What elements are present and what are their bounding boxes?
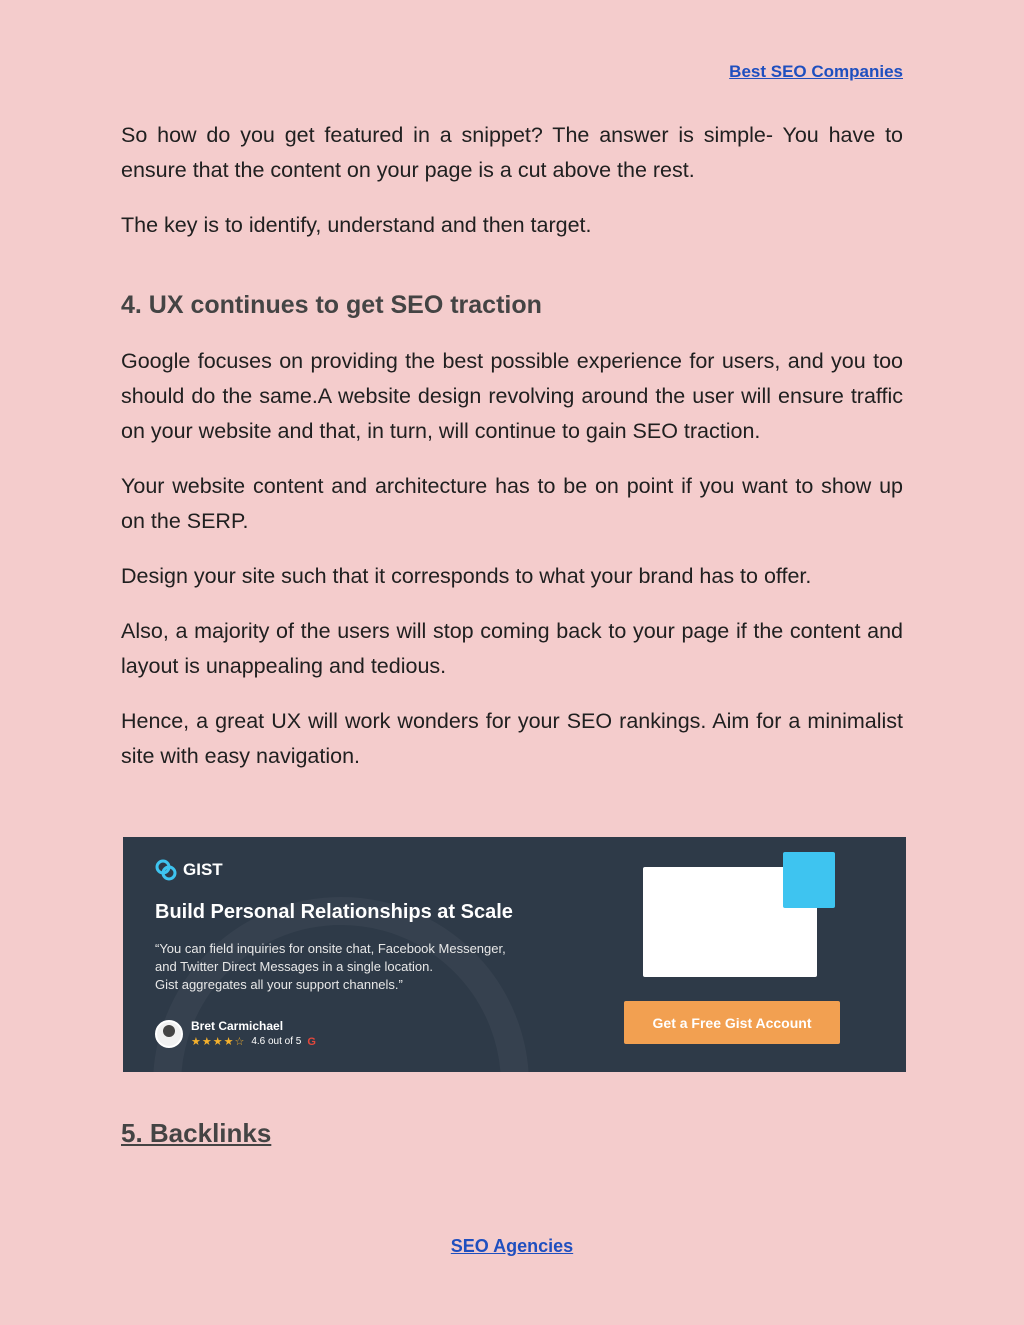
- section-heading-backlinks: 5. Backlinks: [121, 1118, 272, 1148]
- section-heading-ux: 4. UX continues to get SEO traction: [121, 291, 542, 319]
- paragraph-hence: Hence, a great UX will work wonders for your SEO rankings. Aim for a minimalist site with easy navigation.: [121, 709, 903, 768]
- gist-logo-icon: [155, 859, 177, 881]
- paragraph-snippet: So how do you get featured in a snippet? The answer is simple- You have to ensure that the content on your page is a cut above the rest.: [121, 123, 903, 182]
- rating-row: [191, 1035, 316, 1048]
- avatar: [155, 1020, 183, 1048]
- paragraph-key: The key is to identify, understand and then target.: [121, 213, 592, 237]
- star-rating-icon: ★★★★☆: [191, 1036, 246, 1048]
- paragraph-majority: Also, a majority of the users will stop coming back to your page if the content and layout is unappealing and tedious.: [121, 619, 903, 678]
- paragraph-google: Google focuses on providing the best possible experience for users, and you too should do the same.A website design revolving around the user will ensure traffic on your website and that, in turn, will continue to gain SEO traction.: [121, 349, 903, 443]
- gist-logo-text: GIST: [183, 860, 223, 879]
- quote-line: and Twitter Direct Messages in a single location.: [155, 959, 433, 974]
- google-g-icon: G: [307, 1035, 316, 1048]
- rating-text: 4.6 out of 5: [251, 1036, 302, 1047]
- paragraph-design: Design your site such that it corresponds to what your brand has to offer.: [121, 564, 812, 588]
- best-seo-companies-link[interactable]: Best SEO Companies: [729, 62, 903, 81]
- reviewer: [155, 1019, 316, 1048]
- get-free-gist-account-button[interactable]: Get a Free Gist Account: [624, 1001, 840, 1044]
- banner-quote: [155, 940, 555, 994]
- seo-agencies-link[interactable]: SEO Agencies: [450, 1236, 574, 1256]
- gist-ad-banner[interactable]: [123, 837, 906, 1072]
- quote-line: Gist aggregates all your support channels.”: [155, 977, 403, 992]
- profile-card-mockup: [783, 852, 835, 908]
- banner-title: Build Personal Relationships at Scale: [155, 901, 513, 923]
- gist-logo: [155, 859, 223, 881]
- reviewer-name: Bret Carmichael: [191, 1019, 284, 1033]
- paragraph-architecture: Your website content and architecture has to be on point if you want to show up on the SERP.: [121, 474, 903, 533]
- quote-line: “You can field inquiries for onsite chat, Facebook Messenger,: [155, 941, 506, 956]
- article-content: [121, 118, 903, 794]
